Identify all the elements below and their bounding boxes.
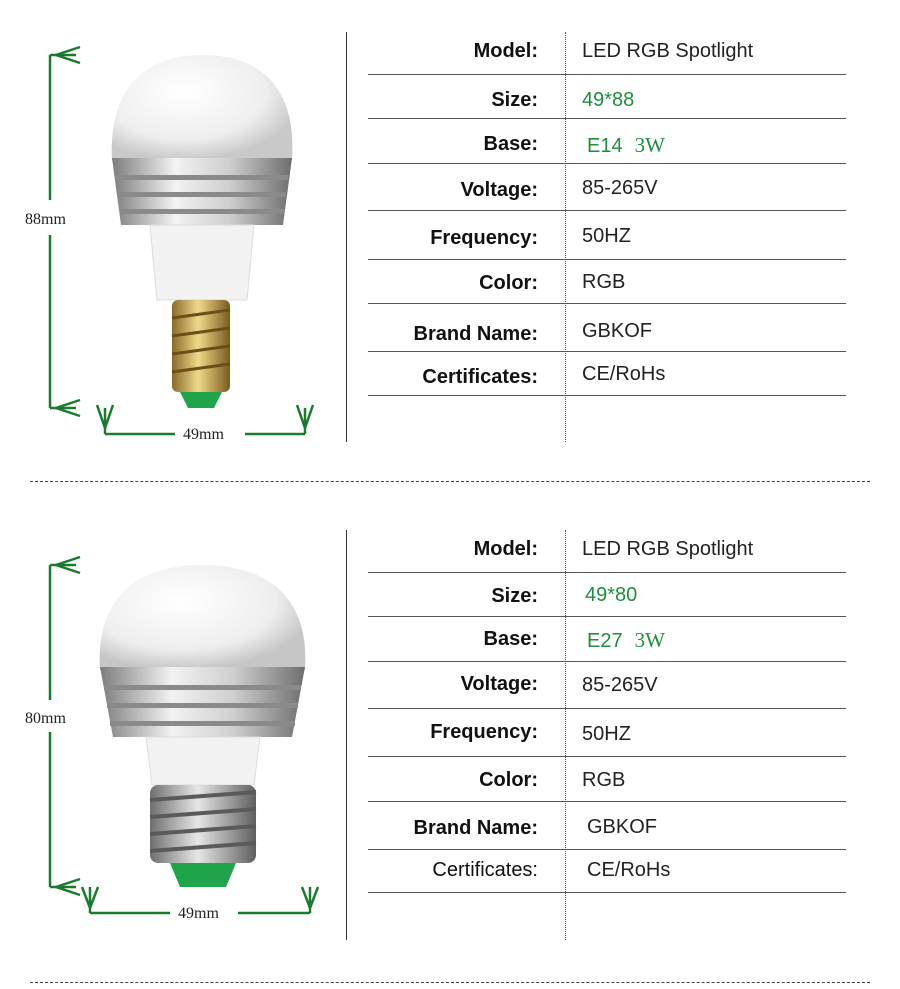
spec-value-certificates: CE/RoHs: [587, 859, 671, 881]
spec-value-voltage: 85-265V: [582, 177, 658, 199]
bulb-neck: [146, 737, 260, 785]
spec-value-brand: GBKOF: [582, 320, 653, 342]
bulb-glass: [112, 55, 293, 160]
row-divider: [368, 756, 846, 757]
column-separator: [565, 32, 566, 442]
spec-value-brand: GBKOF: [587, 816, 658, 838]
section-divider: [30, 481, 870, 482]
column-separator: [565, 530, 566, 940]
bulb-glass: [100, 565, 306, 670]
spec-value-frequency: 50HZ: [582, 723, 631, 745]
wattage: 3W: [634, 133, 665, 157]
spec-label-voltage: Voltage:: [460, 179, 538, 201]
height-dimension-label: 80mm: [25, 710, 66, 727]
spec-value-base: [587, 628, 665, 653]
row-divider: [368, 849, 846, 850]
spec-label-certificates: Certificates:: [432, 859, 538, 881]
row-divider: [368, 163, 846, 164]
spec-label-size: Size:: [491, 89, 538, 111]
row-divider: [368, 661, 846, 662]
height-dimension-label: 88mm: [25, 211, 66, 228]
spec-label-frequency: Frequency:: [430, 721, 538, 743]
spec-value-voltage: 85-265V: [582, 674, 658, 696]
bulb-heatsink: [100, 667, 305, 737]
spec-label-brand: Brand Name:: [413, 323, 538, 345]
row-divider: [368, 118, 846, 119]
bulb-contact: [180, 392, 222, 408]
spec-label-base: Base:: [483, 628, 538, 650]
spec-label-base: Base:: [483, 133, 538, 155]
row-divider: [368, 708, 846, 709]
spec-label-brand: Brand Name:: [413, 817, 538, 839]
width-dimension-label: 49mm: [178, 905, 219, 922]
base-type: E27: [587, 630, 623, 652]
spec-label-model: Model:: [473, 538, 538, 560]
row-divider: [368, 801, 846, 802]
spec-value-size: 49*80: [585, 584, 638, 606]
divider-vertical: [346, 530, 347, 940]
row-divider: [368, 395, 846, 396]
row-divider: [368, 892, 846, 893]
wattage: 3W: [634, 628, 665, 652]
row-divider: [368, 572, 846, 573]
bulb-neck: [150, 225, 254, 300]
product-section-e14: [0, 0, 900, 470]
bulb-illustration-e27: [0, 495, 340, 965]
row-divider: [368, 616, 846, 617]
spec-label-voltage: Voltage:: [460, 673, 538, 695]
row-divider: [368, 74, 846, 75]
bulb-illustration-e14: [0, 0, 340, 470]
bulb-heatsink: [112, 158, 292, 225]
section-divider-bottom: [30, 982, 870, 983]
spec-value-frequency: 50HZ: [582, 225, 631, 247]
spec-label-frequency: Frequency:: [430, 227, 538, 249]
spec-label-color: Color:: [479, 272, 538, 294]
spec-label-color: Color:: [479, 769, 538, 791]
row-divider: [368, 259, 846, 260]
spec-value-color: RGB: [582, 271, 626, 293]
spec-label-size: Size:: [491, 585, 538, 607]
spec-value-model: LED RGB Spotlight: [582, 538, 754, 560]
spec-value-certificates: CE/RoHs: [582, 363, 666, 385]
spec-label-certificates: Certificates:: [422, 366, 538, 388]
spec-label-model: Model:: [473, 40, 538, 62]
spec-value-size: 49*88: [582, 89, 635, 111]
spec-value-color: RGB: [582, 769, 626, 791]
row-divider: [368, 351, 846, 352]
row-divider: [368, 303, 846, 304]
width-dimension-label: 49mm: [183, 426, 224, 443]
bulb-contact: [170, 863, 236, 887]
row-divider: [368, 210, 846, 211]
spec-value-model: LED RGB Spotlight: [582, 40, 754, 62]
divider-vertical: [346, 32, 347, 442]
product-section-e27: [0, 495, 900, 965]
base-type: E14: [587, 135, 623, 157]
spec-value-base: [587, 133, 665, 158]
